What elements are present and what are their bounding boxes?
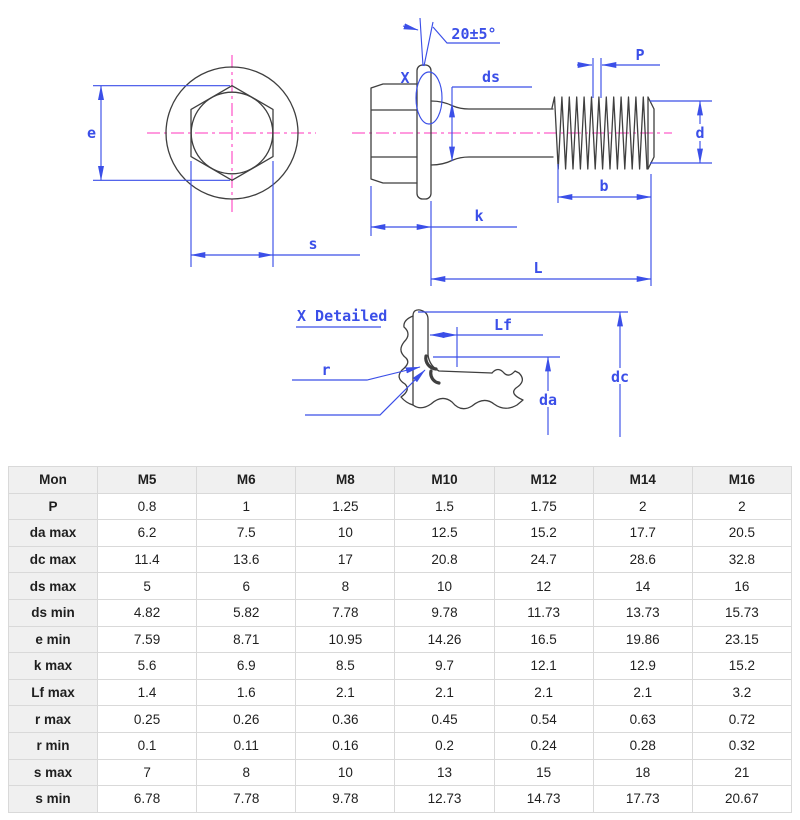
value-cell: 15.73 <box>692 599 791 626</box>
dim-label-k: k <box>474 207 484 225</box>
column-header: M6 <box>197 467 296 494</box>
column-header: M10 <box>395 467 494 494</box>
value-cell: 0.28 <box>593 732 692 759</box>
header-row <box>9 467 792 494</box>
value-cell: 17.73 <box>593 786 692 813</box>
dim-label-l: L <box>533 259 543 277</box>
value-cell: 5.82 <box>197 599 296 626</box>
value-cell: 9.78 <box>296 786 395 813</box>
value-cell: 0.32 <box>692 732 791 759</box>
value-cell: 11.4 <box>98 546 197 573</box>
dim-label-r: r <box>321 361 331 379</box>
value-cell: 17.7 <box>593 520 692 547</box>
column-header: M14 <box>593 467 692 494</box>
row-label: da max <box>9 520 98 547</box>
table-row <box>9 599 792 626</box>
row-label: dc max <box>9 546 98 573</box>
row-label: P <box>9 493 98 520</box>
value-cell: 1 <box>197 493 296 520</box>
dimension-d <box>650 101 712 163</box>
row-label: e min <box>9 626 98 653</box>
value-cell: 8 <box>296 573 395 600</box>
value-cell: 7.5 <box>197 520 296 547</box>
value-cell: 1.25 <box>296 493 395 520</box>
value-cell: 15.2 <box>494 520 593 547</box>
detail-view-title: X Detailed <box>297 307 388 325</box>
row-label: r min <box>9 732 98 759</box>
table-row <box>9 520 792 547</box>
value-cell: 23.15 <box>692 626 791 653</box>
value-cell: 13.73 <box>593 599 692 626</box>
value-cell: 1.5 <box>395 493 494 520</box>
spec-table <box>8 466 792 813</box>
value-cell: 15 <box>494 759 593 786</box>
value-cell: 6.9 <box>197 653 296 680</box>
value-cell: 14.73 <box>494 786 593 813</box>
value-cell: 5 <box>98 573 197 600</box>
value-cell: 2.1 <box>395 679 494 706</box>
value-cell: 14.26 <box>395 626 494 653</box>
dim-label-p: P <box>635 46 645 64</box>
dimension-dc <box>606 312 634 437</box>
value-cell: 2.1 <box>593 679 692 706</box>
dim-label-lf: Lf <box>493 316 513 334</box>
value-cell: 12.5 <box>395 520 494 547</box>
value-cell: 21 <box>692 759 791 786</box>
dimension-lf <box>430 316 543 367</box>
value-cell: 15.2 <box>692 653 791 680</box>
value-cell: 0.26 <box>197 706 296 733</box>
value-cell: 8 <box>197 759 296 786</box>
detail-view <box>292 307 634 437</box>
dim-label-dc: dc <box>610 368 630 386</box>
value-cell: 11.73 <box>494 599 593 626</box>
break-line-left <box>399 316 413 405</box>
value-cell: 0.1 <box>98 732 197 759</box>
table-row <box>9 732 792 759</box>
value-cell: 12.73 <box>395 786 494 813</box>
value-cell: 10 <box>395 573 494 600</box>
value-cell: 7.78 <box>197 786 296 813</box>
dimension-k <box>371 186 517 236</box>
table-row <box>9 706 792 733</box>
dim-label-d: d <box>695 124 705 142</box>
value-cell: 7.59 <box>98 626 197 653</box>
table-row <box>9 679 792 706</box>
table-row <box>9 653 792 680</box>
side-view <box>352 18 712 286</box>
value-cell: 20.67 <box>692 786 791 813</box>
dimension-b <box>558 164 651 203</box>
value-cell: 19.86 <box>593 626 692 653</box>
corner-header: Mon <box>9 467 98 494</box>
value-cell: 2 <box>692 493 791 520</box>
row-label: Lf max <box>9 679 98 706</box>
value-cell: 4.82 <box>98 599 197 626</box>
value-cell: 9.78 <box>395 599 494 626</box>
value-cell: 18 <box>593 759 692 786</box>
value-cell: 12 <box>494 573 593 600</box>
value-cell: 24.7 <box>494 546 593 573</box>
table-row <box>9 493 792 520</box>
value-cell: 16 <box>692 573 791 600</box>
value-cell: 0.24 <box>494 732 593 759</box>
dim-label-ds: ds <box>481 68 501 86</box>
value-cell: 0.2 <box>395 732 494 759</box>
row-label: ds min <box>9 599 98 626</box>
row-label: s min <box>9 786 98 813</box>
dim-label-da: da <box>538 391 558 409</box>
value-cell: 32.8 <box>692 546 791 573</box>
value-cell: 0.72 <box>692 706 791 733</box>
dimension-p <box>577 46 660 98</box>
value-cell: 10 <box>296 520 395 547</box>
column-header: M8 <box>296 467 395 494</box>
value-cell: 1.6 <box>197 679 296 706</box>
detail-circle-x <box>416 72 442 124</box>
fillet-to-shank <box>428 355 492 373</box>
dim-label-b: b <box>599 177 609 195</box>
value-cell: 6.78 <box>98 786 197 813</box>
table-row <box>9 786 792 813</box>
column-header: M12 <box>494 467 593 494</box>
value-cell: 0.25 <box>98 706 197 733</box>
value-cell: 0.36 <box>296 706 395 733</box>
value-cell: 9.7 <box>395 653 494 680</box>
table-row <box>9 759 792 786</box>
value-cell: 16.5 <box>494 626 593 653</box>
value-cell: 2 <box>593 493 692 520</box>
value-cell: 2.1 <box>296 679 395 706</box>
dimension-flange-angle <box>403 18 500 66</box>
value-cell: 0.16 <box>296 732 395 759</box>
spec-table-header <box>9 467 792 494</box>
dim-label-angle: 20±5° <box>451 25 497 43</box>
value-cell: 0.54 <box>494 706 593 733</box>
dimension-da <box>534 357 562 435</box>
dimension-l <box>431 174 651 286</box>
table-row <box>9 626 792 653</box>
row-label: k max <box>9 653 98 680</box>
value-cell: 0.45 <box>395 706 494 733</box>
value-cell: 12.1 <box>494 653 593 680</box>
row-label: r max <box>9 706 98 733</box>
row-label: ds max <box>9 573 98 600</box>
table-row <box>9 573 792 600</box>
value-cell: 7 <box>98 759 197 786</box>
shank-bottom <box>431 157 553 165</box>
value-cell: 13.6 <box>197 546 296 573</box>
value-cell: 5.6 <box>98 653 197 680</box>
value-cell: 13 <box>395 759 494 786</box>
flange-outline <box>417 65 431 199</box>
column-header: M16 <box>692 467 791 494</box>
value-cell: 14 <box>593 573 692 600</box>
dimension-r <box>292 361 425 415</box>
value-cell: 2.1 <box>494 679 593 706</box>
value-cell: 12.9 <box>593 653 692 680</box>
value-cell: 17 <box>296 546 395 573</box>
fillet-radius-arc-2 <box>431 371 439 383</box>
value-cell: 1.75 <box>494 493 593 520</box>
value-cell: 7.78 <box>296 599 395 626</box>
value-cell: 20.8 <box>395 546 494 573</box>
table-row <box>9 546 792 573</box>
value-cell: 0.63 <box>593 706 692 733</box>
spec-table-body <box>9 493 792 812</box>
value-cell: 0.8 <box>98 493 197 520</box>
row-label: s max <box>9 759 98 786</box>
value-cell: 20.5 <box>692 520 791 547</box>
dimension-s <box>191 161 360 267</box>
dim-label-e: e <box>86 124 96 142</box>
value-cell: 8.5 <box>296 653 395 680</box>
dim-label-s: s <box>308 235 318 253</box>
value-cell: 10 <box>296 759 395 786</box>
value-cell: 8.71 <box>197 626 296 653</box>
column-header: M5 <box>98 467 197 494</box>
value-cell: 28.6 <box>593 546 692 573</box>
value-cell: 3.2 <box>692 679 791 706</box>
value-cell: 0.11 <box>197 732 296 759</box>
dimension-ds <box>452 68 532 161</box>
value-cell: 6.2 <box>98 520 197 547</box>
front-view <box>87 55 360 267</box>
value-cell: 10.95 <box>296 626 395 653</box>
value-cell: 6 <box>197 573 296 600</box>
value-cell: 1.4 <box>98 679 197 706</box>
detail-ref-label-x: X <box>400 69 410 87</box>
shank-top <box>431 101 553 109</box>
